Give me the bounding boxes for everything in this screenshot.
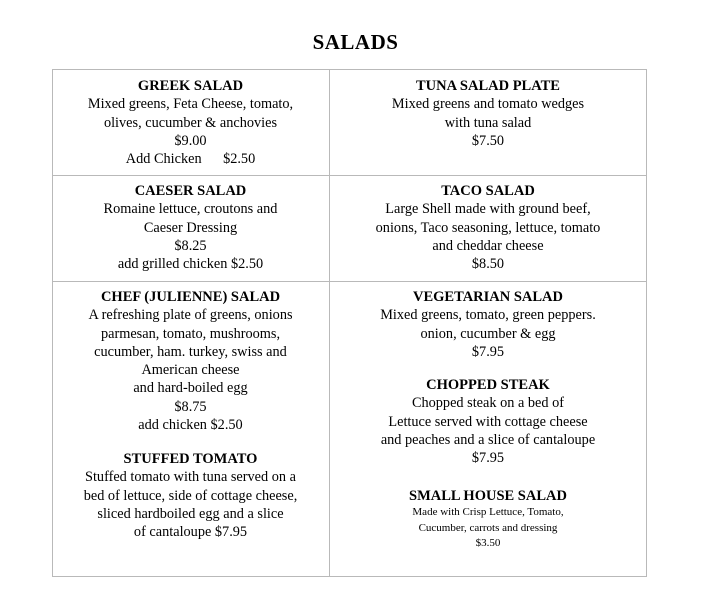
row-divider <box>52 281 646 282</box>
item-name: VEGETARIAN SALAD <box>413 289 563 305</box>
menu-item-caeser-salad <box>52 182 329 273</box>
item-name: TACO SALAD <box>441 183 535 199</box>
menu-item-small-house-salad <box>345 487 631 552</box>
page-title: SALADS <box>312 30 399 54</box>
menu-item-tuna-salad-plate <box>345 77 631 150</box>
item-price: $8.50 <box>471 256 505 273</box>
item-desc: Made with Crisp Lettuce, Tomato, <box>412 506 564 519</box>
item-price: $7.95 <box>471 450 505 467</box>
item-desc: of cantaloupe $7.95 <box>133 524 248 541</box>
item-price: $7.50 <box>471 132 505 149</box>
item-price: $8.75 <box>174 398 207 415</box>
item-addon: add grilled chicken $2.50 <box>117 256 264 273</box>
row-divider <box>52 175 646 176</box>
item-desc: olives, cucumber & anchovies <box>103 114 278 131</box>
item-desc: bed of lettuce, side of cottage cheese, <box>83 487 298 504</box>
item-desc: and cheddar cheese <box>432 237 544 254</box>
item-desc: American cheese <box>141 362 240 379</box>
item-desc: onions, Taco seasoning, lettuce, tomato <box>375 219 601 236</box>
item-name: SMALL HOUSE SALAD <box>409 488 567 504</box>
item-desc: onion, cucumber & egg <box>420 325 556 342</box>
menu-item-chef-salad <box>52 288 329 434</box>
item-price: $8.25 <box>174 237 207 254</box>
item-desc: Large Shell made with ground beef, <box>385 201 591 218</box>
menu-item-chopped-steak <box>345 376 631 467</box>
item-name: STUFFED TOMATO <box>123 451 258 467</box>
item-price: $9.00 <box>174 132 207 149</box>
item-desc: with tuna salad <box>444 114 532 131</box>
item-desc: Mixed greens, tomato, green peppers. <box>380 307 596 324</box>
item-name: CHOPPED STEAK <box>426 377 550 393</box>
item-desc: Mixed greens, Feta Cheese, tomato, <box>87 96 294 113</box>
item-name: CHEF (JULIENNE) SALAD <box>100 289 281 305</box>
item-price: $3.50 <box>475 537 501 550</box>
column-divider <box>329 69 330 576</box>
item-name: GREEK SALAD <box>137 78 244 94</box>
addon-price: $2.50 <box>223 151 256 168</box>
item-desc: A refreshing plate of greens, onions <box>88 307 293 324</box>
item-addon: add chicken $2.50 <box>138 417 243 434</box>
item-desc: Lettuce served with cottage cheese <box>388 413 588 430</box>
item-desc: Stuffed tomato with tuna served on a <box>85 469 296 486</box>
item-price: $7.95 <box>471 343 505 360</box>
menu-item-vegetarian-salad <box>345 288 631 361</box>
item-name: TUNA SALAD PLATE <box>416 78 560 94</box>
item-desc: Mixed greens and tomato wedges <box>391 96 585 113</box>
item-desc: Cucumber, carrots and dressing <box>418 521 558 534</box>
item-desc: and hard-boiled egg <box>133 380 248 397</box>
menu-item-stuffed-tomato <box>52 450 329 541</box>
item-desc: Romaine lettuce, croutons and <box>103 201 278 218</box>
addon-label: Add Chicken <box>125 151 202 168</box>
item-addon <box>52 150 329 168</box>
item-desc: Caeser Dressing <box>143 219 238 236</box>
menu-item-taco-salad <box>345 182 631 273</box>
item-desc: Chopped steak on a bed of <box>411 395 565 412</box>
item-desc: and peaches and a slice of cantaloupe <box>380 431 596 448</box>
item-name: CAESER SALAD <box>134 183 247 199</box>
item-desc: sliced hardboiled egg and a slice <box>97 505 284 522</box>
item-desc: cucumber, ham. turkey, swiss and <box>94 343 287 360</box>
item-desc: parmesan, tomato, mushrooms, <box>100 325 281 342</box>
menu-item-greek-salad <box>52 77 329 168</box>
